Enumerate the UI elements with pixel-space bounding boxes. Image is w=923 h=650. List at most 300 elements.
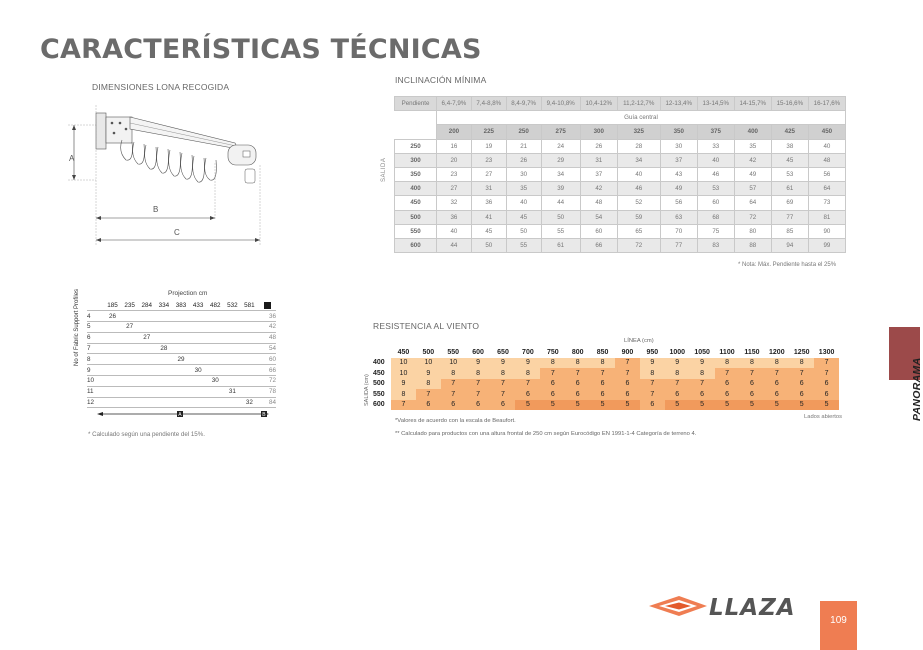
pendiente-cell: 11,2-12,7%: [617, 97, 660, 111]
llaza-logo: [645, 588, 815, 624]
inclinacion-cell: 23: [471, 153, 506, 167]
projection-pc: 78: [258, 386, 276, 397]
projection-title: Projection cm: [168, 290, 208, 297]
projection-empty: [207, 386, 224, 397]
viento-cell: 6: [416, 400, 441, 411]
dim-c-label: C: [174, 228, 180, 237]
projection-col-header: 383: [172, 300, 189, 311]
viento-cell: 7: [491, 389, 516, 400]
viento-cell: 10: [391, 358, 416, 369]
projection-empty: [224, 332, 241, 343]
inclinacion-cell: 21: [506, 139, 541, 153]
viento-cell: 6: [590, 389, 615, 400]
projection-empty: [224, 365, 241, 376]
viento-cell: 6: [789, 379, 814, 390]
viento-cell: 8: [565, 358, 590, 369]
viento-col-header: 550: [441, 347, 466, 358]
inclinacion-cell: 46: [697, 167, 734, 181]
viento-cell: 9: [391, 379, 416, 390]
viento-col-header: 500: [416, 347, 441, 358]
viento-cell: 8: [665, 368, 690, 379]
projection-value: 30: [190, 365, 207, 376]
pendiente-cell: 13-14,5%: [697, 97, 734, 111]
viento-col-header: 750: [540, 347, 565, 358]
projection-empty: [138, 343, 155, 354]
viento-cell: 7: [416, 389, 441, 400]
projection-empty: [121, 386, 138, 397]
inclinacion-cell: 37: [580, 167, 617, 181]
inclinacion-cell: 36: [471, 196, 506, 210]
projection-empty: [155, 322, 172, 333]
salida-cell: 250: [395, 139, 437, 153]
projection-empty: [172, 311, 189, 322]
viento-cell: 5: [565, 400, 590, 411]
linea-head-row: [395, 125, 846, 139]
inclinacion-row: [395, 224, 846, 238]
viento-col-header: 850: [590, 347, 615, 358]
pendiente-cell: 10,4-12%: [580, 97, 617, 111]
inclinacion-cell: 44: [541, 196, 580, 210]
viento-cell: 8: [466, 368, 491, 379]
pendiente-cell: 14-15,7%: [734, 97, 771, 111]
viento-salida: 600: [373, 400, 391, 411]
profiles-count: 5: [87, 322, 104, 333]
projection-value: 30: [207, 376, 224, 387]
viento-cell: 5: [739, 400, 764, 411]
projection-row: [87, 354, 276, 365]
viento-cell: 5: [764, 400, 789, 411]
inclinacion-cell: 31: [580, 153, 617, 167]
linea-head-blank: [395, 125, 437, 139]
inclinacion-cell: 28: [617, 139, 660, 153]
inclinacion-cell: 31: [471, 182, 506, 196]
inclinacion-cell: 30: [660, 139, 697, 153]
viento-cell: 6: [640, 400, 665, 411]
inclinacion-cell: 24: [541, 139, 580, 153]
viento-cell: 8: [416, 379, 441, 390]
viento-salida: 450: [373, 368, 391, 379]
inclinacion-cell: 60: [580, 224, 617, 238]
inclinacion-cell: 61: [541, 238, 580, 252]
viento-cell: 7: [789, 368, 814, 379]
projection-empty: [241, 343, 258, 354]
projection-empty: [121, 365, 138, 376]
pendiente-cell: 6,4-7,9%: [437, 97, 472, 111]
inclinacion-cell: 45: [771, 153, 808, 167]
projection-empty: [104, 322, 121, 333]
page-title: CARACTERÍSTICAS TÉCNICAS: [40, 34, 482, 65]
projection-pc: 72: [258, 376, 276, 387]
inclinacion-cell: 61: [771, 182, 808, 196]
salida-cell: 400: [395, 182, 437, 196]
projection-empty: [241, 354, 258, 365]
projection-col-header: 334: [155, 300, 172, 311]
viento-cell: 10: [416, 358, 441, 369]
inclinacion-cell: 64: [734, 196, 771, 210]
viento-cell: 7: [441, 379, 466, 390]
linea-head-cell: 200: [437, 125, 472, 139]
inclinacion-cell: 50: [541, 210, 580, 224]
inclinacion-cell: 40: [617, 167, 660, 181]
inclinacion-cell: 80: [734, 224, 771, 238]
salida-vertical-label: SALIDA: [381, 157, 387, 182]
viento-cell: 8: [764, 358, 789, 369]
projection-empty: [224, 354, 241, 365]
projection-empty: [138, 376, 155, 387]
projection-col-header: 185: [104, 300, 121, 311]
viento-cell: 8: [590, 358, 615, 369]
projection-header-row: [87, 300, 276, 311]
inclinacion-cell: 40: [506, 196, 541, 210]
inclinacion-cell: 54: [580, 210, 617, 224]
projection-empty: [104, 397, 121, 408]
viento-col-header: 1100: [715, 347, 740, 358]
viento-cell: 5: [515, 400, 540, 411]
viento-cell: 8: [715, 358, 740, 369]
projection-value: 28: [155, 343, 172, 354]
projection-empty: [190, 386, 207, 397]
awning-dimension-drawing: [60, 95, 270, 255]
projection-empty: [172, 376, 189, 387]
projection-empty: [172, 332, 189, 343]
viento-cell: 7: [540, 368, 565, 379]
projection-empty: [190, 343, 207, 354]
projection-empty: [190, 354, 207, 365]
viento-cell: 6: [540, 379, 565, 390]
viento-col-header: 950: [640, 347, 665, 358]
inclinacion-cell: 77: [771, 210, 808, 224]
pendiente-cell: 9,4-10,8%: [541, 97, 580, 111]
linea-head-cell: 425: [771, 125, 808, 139]
viento-cell: 6: [715, 389, 740, 400]
viento-cell: 6: [466, 400, 491, 411]
linea-head-cell: 375: [697, 125, 734, 139]
viento-cell: 8: [391, 389, 416, 400]
projection-empty: [138, 354, 155, 365]
inclinacion-cell: 72: [734, 210, 771, 224]
inclinacion-row: [395, 182, 846, 196]
inclinacion-cell: 33: [697, 139, 734, 153]
projection-col-header: 235: [121, 300, 138, 311]
viento-cell: 10: [441, 358, 466, 369]
viento-col-header: 450: [391, 347, 416, 358]
inclinacion-cell: 85: [771, 224, 808, 238]
viento-cell: 8: [739, 358, 764, 369]
projection-value: 27: [121, 322, 138, 333]
projection-empty: [121, 332, 138, 343]
inclinacion-cell: 73: [808, 196, 845, 210]
viento-cell: 7: [615, 368, 640, 379]
viento-salida: 500: [373, 379, 391, 390]
page-number: 109: [820, 601, 857, 650]
viento-cell: 5: [715, 400, 740, 411]
viento-cell: 6: [739, 379, 764, 390]
inclinacion-cell: 41: [471, 210, 506, 224]
inclinacion-table: [394, 96, 846, 253]
linea-label: LÍNEA (cm): [624, 338, 654, 344]
projection-corner: [87, 300, 104, 311]
viento-cell: 6: [590, 379, 615, 390]
inclinacion-cell: 16: [437, 139, 472, 153]
lados-abiertos: Lados abiertos: [804, 414, 843, 420]
viento-corner: [373, 347, 391, 358]
inclinacion-row: [395, 210, 846, 224]
viento-cell: 6: [441, 400, 466, 411]
projection-empty: [155, 311, 172, 322]
projection-empty: [241, 322, 258, 333]
inclinacion-cell: 90: [808, 224, 845, 238]
arrow-end-label: B: [262, 412, 266, 418]
viento-cell: 7: [715, 368, 740, 379]
projection-empty: [241, 332, 258, 343]
inclinacion-cell: 66: [580, 238, 617, 252]
profiles-count: 10: [87, 376, 104, 387]
viento-cell: 9: [665, 358, 690, 369]
black-square-icon: [264, 302, 271, 309]
viento-cell: 7: [640, 379, 665, 390]
projection-empty: [224, 397, 241, 408]
projection-empty: [172, 343, 189, 354]
inclinacion-cell: 56: [808, 167, 845, 181]
inclinacion-cell: 70: [660, 224, 697, 238]
salida-cm-label: SALIDA (cm): [364, 374, 370, 406]
inclinacion-cell: 75: [697, 224, 734, 238]
projection-row: [87, 376, 276, 387]
viento-cell: 8: [789, 358, 814, 369]
projection-empty: [190, 376, 207, 387]
inclinacion-row: [395, 238, 846, 252]
inclinacion-cell: 53: [771, 167, 808, 181]
projection-empty: [121, 376, 138, 387]
inclinacion-cell: 53: [697, 182, 734, 196]
inclinacion-cell: 29: [541, 153, 580, 167]
inclinacion-cell: 23: [437, 167, 472, 181]
viento-table: [373, 347, 839, 410]
inclinacion-cell: 36: [437, 210, 472, 224]
viento-cell: 6: [565, 379, 590, 390]
linea-head-cell: 300: [580, 125, 617, 139]
inclinacion-cell: 81: [808, 210, 845, 224]
projection-empty: [138, 365, 155, 376]
viento-cell: 7: [640, 389, 665, 400]
inclinacion-cell: 50: [471, 238, 506, 252]
projection-empty: [121, 397, 138, 408]
inclinacion-cell: 48: [808, 153, 845, 167]
projection-black-cell: [258, 300, 276, 311]
viento-col-header: 1300: [814, 347, 839, 358]
projection-row: [87, 343, 276, 354]
viento-cell: 5: [814, 400, 839, 411]
salida-cell: 300: [395, 153, 437, 167]
inclinacion-cell: 60: [697, 196, 734, 210]
projection-empty: [224, 376, 241, 387]
projection-empty: [207, 322, 224, 333]
viento-cell: 7: [466, 379, 491, 390]
viento-cell: 6: [665, 389, 690, 400]
inclinacion-cell: 46: [617, 182, 660, 196]
inclinacion-cell: 27: [437, 182, 472, 196]
projection-col-header: 482: [207, 300, 224, 311]
salida-cell: 350: [395, 167, 437, 181]
viento-row: [373, 358, 839, 369]
projection-col-header: 532: [224, 300, 241, 311]
projection-empty: [207, 365, 224, 376]
projection-col-header: 284: [138, 300, 155, 311]
viento-cell: 6: [540, 389, 565, 400]
projection-empty: [241, 376, 258, 387]
inclinacion-label: INCLINACIÓN MÍNIMA: [395, 75, 487, 85]
inclinacion-cell: 50: [506, 224, 541, 238]
inclinacion-cell: 35: [506, 182, 541, 196]
inclinacion-cell: 57: [734, 182, 771, 196]
inclinacion-cell: 63: [660, 210, 697, 224]
viento-row: [373, 368, 839, 379]
viento-col-header: 1150: [739, 347, 764, 358]
projection-pc: 60: [258, 354, 276, 365]
inclinacion-cell: 83: [697, 238, 734, 252]
projection-value: 27: [138, 332, 155, 343]
viento-cell: 6: [739, 389, 764, 400]
pendiente-cell: 7,4-8,8%: [471, 97, 506, 111]
viento-cell: 8: [640, 368, 665, 379]
inclinacion-cell: 77: [660, 238, 697, 252]
projection-empty: [104, 386, 121, 397]
viento-cell: 9: [690, 358, 715, 369]
profiles-count: 9: [87, 365, 104, 376]
projection-empty: [155, 397, 172, 408]
viento-col-header: 900: [615, 347, 640, 358]
projection-empty: [241, 386, 258, 397]
viento-col-header: 700: [515, 347, 540, 358]
viento-salida: 550: [373, 389, 391, 400]
inclinacion-cell: 27: [471, 167, 506, 181]
viento-cell: 9: [515, 358, 540, 369]
inclinacion-cell: 52: [617, 196, 660, 210]
inclinacion-cell: 45: [506, 210, 541, 224]
projection-value: 29: [172, 354, 189, 365]
viento-note-2: ** Calculado para productos con una altura frontal de 250 cm según Eurocódigo EN 1991-1-4 Categoría de terreno 4.: [395, 431, 697, 437]
profiles-count: 7: [87, 343, 104, 354]
projection-row: [87, 322, 276, 333]
projection-empty: [121, 311, 138, 322]
guia-blank: [395, 111, 437, 125]
viento-col-header: 650: [491, 347, 516, 358]
dim-b-label: B: [153, 205, 159, 214]
projection-empty: [155, 365, 172, 376]
viento-cell: 9: [466, 358, 491, 369]
viento-label: RESISTENCIA AL VIENTO: [373, 321, 480, 331]
panorama-label: PANORAMA: [911, 357, 923, 421]
viento-cell: 7: [814, 358, 839, 369]
projection-empty: [121, 343, 138, 354]
projection-empty: [121, 354, 138, 365]
inclinacion-cell: 69: [771, 196, 808, 210]
viento-header-row: [373, 347, 839, 358]
inclinacion-cell: 32: [437, 196, 472, 210]
dim-a-label: A: [69, 154, 75, 163]
inclinacion-cell: 34: [617, 153, 660, 167]
projection-vertical-label: No of Fabric Support Profiles: [74, 288, 80, 366]
viento-cell: 6: [814, 389, 839, 400]
projection-empty: [155, 376, 172, 387]
inclinacion-cell: 43: [660, 167, 697, 181]
inclinacion-cell: 20: [437, 153, 472, 167]
guia-row: [395, 111, 846, 125]
inclinacion-cell: 40: [697, 153, 734, 167]
linea-head-cell: 400: [734, 125, 771, 139]
viento-cell: 9: [416, 368, 441, 379]
inclinacion-cell: 42: [734, 153, 771, 167]
inclinacion-cell: 30: [506, 167, 541, 181]
projection-empty: [241, 311, 258, 322]
viento-cell: 7: [764, 368, 789, 379]
projection-pc: 54: [258, 343, 276, 354]
projection-row: [87, 332, 276, 343]
inclinacion-cell: 65: [617, 224, 660, 238]
salida-cell: 500: [395, 210, 437, 224]
linea-head-cell: 325: [617, 125, 660, 139]
projection-value: 32: [241, 397, 258, 408]
inclinacion-row: [395, 167, 846, 181]
viento-col-header: 600: [466, 347, 491, 358]
projection-empty: [224, 322, 241, 333]
viento-col-header: 1000: [665, 347, 690, 358]
inclinacion-row: [395, 139, 846, 153]
viento-cell: 9: [640, 358, 665, 369]
viento-cell: 8: [441, 368, 466, 379]
viento-cell: 7: [565, 368, 590, 379]
arrow-mid-label: A: [178, 412, 182, 418]
projection-calc-note: * Calculado según una pendiente del 15%.: [88, 431, 205, 438]
profiles-count: 6: [87, 332, 104, 343]
viento-row: [373, 400, 839, 411]
inclinacion-cell: 68: [697, 210, 734, 224]
projection-pc: 36: [258, 311, 276, 322]
inclinacion-cell: 55: [541, 224, 580, 238]
pendiente-cell: 15-16,6%: [771, 97, 808, 111]
pendiente-cell: 12-13,4%: [660, 97, 697, 111]
viento-cell: 5: [590, 400, 615, 411]
viento-row: [373, 379, 839, 390]
projection-empty: [224, 343, 241, 354]
inclinacion-cell: 55: [506, 238, 541, 252]
viento-cell: 7: [466, 389, 491, 400]
inclinacion-cell: 39: [541, 182, 580, 196]
projection-empty: [190, 311, 207, 322]
viento-cell: 7: [441, 389, 466, 400]
projection-pc: 66: [258, 365, 276, 376]
inclinacion-cell: 26: [506, 153, 541, 167]
viento-cell: 7: [665, 379, 690, 390]
viento-cell: 5: [540, 400, 565, 411]
viento-cell: 5: [789, 400, 814, 411]
projection-empty: [104, 365, 121, 376]
projection-col-header: 581: [241, 300, 258, 311]
viento-cell: 6: [615, 389, 640, 400]
profiles-count: 11: [87, 386, 104, 397]
viento-cell: 6: [565, 389, 590, 400]
inclinacion-cell: 37: [660, 153, 697, 167]
viento-cell: 6: [515, 389, 540, 400]
pendiente-row: [395, 97, 846, 111]
projection-table: [87, 300, 276, 408]
projection-empty: [207, 354, 224, 365]
linea-head-cell: 250: [506, 125, 541, 139]
viento-note-1: *Valores de acuerdo con la escala de Beaufort.: [395, 418, 516, 424]
viento-col-header: 1250: [789, 347, 814, 358]
salida-cell: 600: [395, 238, 437, 252]
pendiente-label: Pendiente: [395, 97, 437, 111]
